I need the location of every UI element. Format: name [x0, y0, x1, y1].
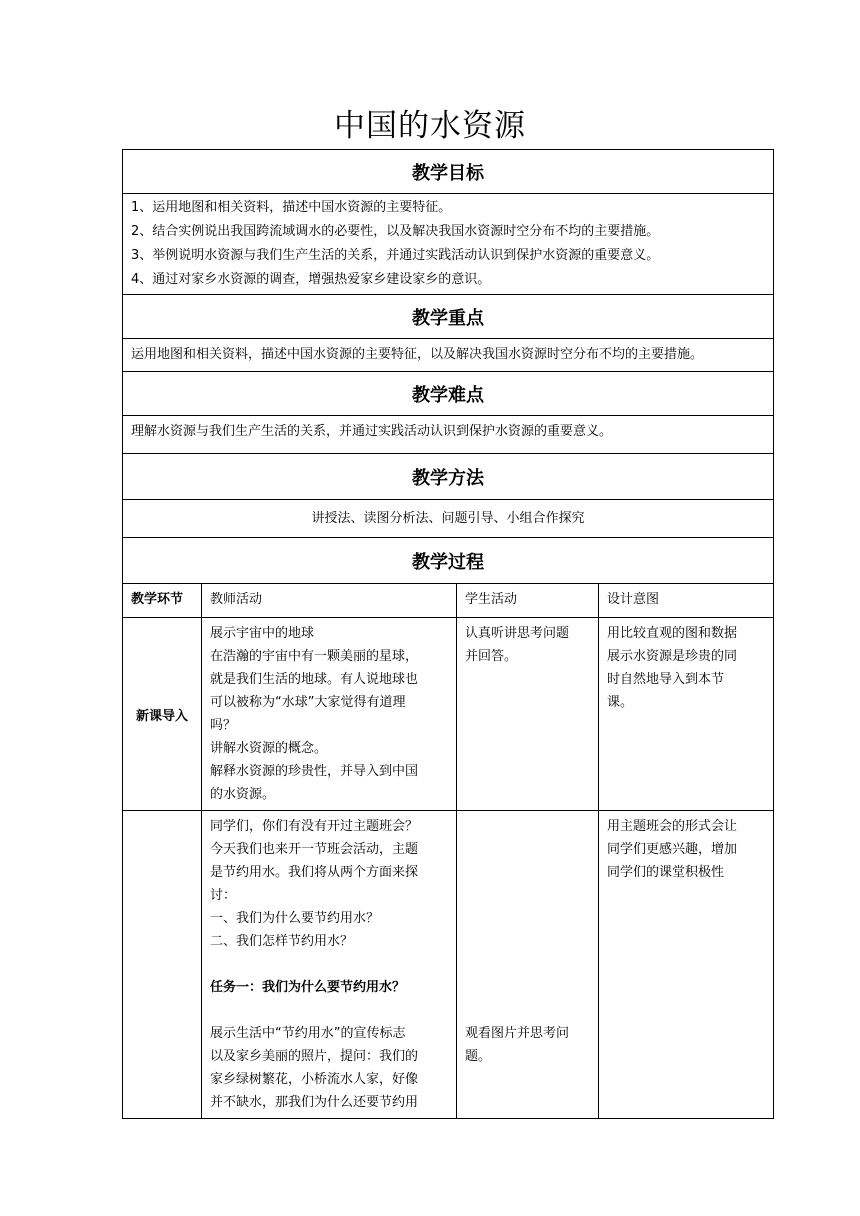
- methods-heading: 教学方法: [123, 454, 774, 500]
- difficulties-heading: 教学难点: [123, 372, 774, 416]
- teacher-line: 讨：: [210, 888, 237, 903]
- process-row-intro: [123, 618, 774, 811]
- process-heading-row: [123, 538, 774, 584]
- teacher-line: 是节约用水。我们将从两个方面来探: [210, 865, 419, 880]
- intent-line: 同学们更感兴趣，增加: [607, 842, 738, 857]
- student-line: 并回答。: [465, 649, 518, 664]
- column-header-teacher: 教师活动: [202, 584, 457, 618]
- student-line: [465, 861, 590, 884]
- teacher-line: 可以被称为“水球”大家觉得有道理: [210, 695, 406, 710]
- key-points-heading-row: [123, 295, 774, 339]
- process-row-task: [123, 811, 774, 1119]
- methods-row: [123, 500, 774, 538]
- intent-line: 同学们的课堂积极性: [607, 865, 725, 880]
- student-line: [465, 953, 590, 976]
- process-heading: 教学过程: [123, 538, 774, 584]
- objectives-list: [123, 194, 774, 295]
- teacher-line: [210, 999, 448, 1022]
- teacher-line: 二、我们怎样节约用水？: [210, 934, 354, 949]
- lesson-plan-table: [122, 149, 774, 1119]
- teacher-line: 的水资源。: [210, 787, 276, 802]
- student-line: [465, 907, 590, 930]
- teacher-line: [210, 953, 448, 976]
- key-points-row: [123, 339, 774, 372]
- page-title: 中国的水资源: [334, 108, 526, 144]
- teacher-line: 吗？: [210, 718, 237, 733]
- objective-item: 4、通过对家乡水资源的调查，增强热爱家乡建设家乡的意识。: [131, 272, 491, 287]
- intent-line: 用比较直观的图和数据: [607, 626, 738, 641]
- student-line: [465, 884, 590, 907]
- intent-line: 时自然地导入到本节: [607, 672, 725, 687]
- stage-label: [123, 811, 202, 1119]
- stage-label: 新课导入: [123, 618, 202, 811]
- intent-line: 课。: [607, 695, 634, 710]
- objectives-heading: 教学目标: [123, 150, 774, 194]
- teacher-line: 讲解水资源的概念。: [210, 741, 328, 756]
- student-line: 题。: [465, 1049, 492, 1064]
- teacher-line: 在浩瀚的宇宙中有一颗美丽的星球，: [210, 649, 419, 664]
- teacher-line: 展示生活中“节约用水”的宣传标志: [210, 1026, 406, 1041]
- objectives-heading-row: [123, 150, 774, 194]
- student-activity-cell: [457, 811, 599, 1119]
- teacher-line: 一、我们为什么要节约用水？: [210, 911, 380, 926]
- student-activity-cell: [457, 618, 599, 811]
- column-header-student: 学生活动: [457, 584, 599, 618]
- design-intent-cell: [599, 811, 774, 1119]
- teacher-line: 以及家乡美丽的照片，提问：我们的: [210, 1049, 419, 1064]
- design-intent-cell: [599, 618, 774, 811]
- difficulties-heading-row: [123, 372, 774, 416]
- process-columns-row: [123, 584, 774, 618]
- intent-line: 用主题班会的形式会让: [607, 819, 738, 834]
- methods-text: 讲授法、读图分析法、问题引导、小组合作探究: [123, 500, 774, 538]
- teacher-line: 展示宇宙中的地球: [210, 626, 315, 641]
- task-heading: 任务一：我们为什么要节约用水？: [210, 980, 406, 995]
- teacher-line: 今天我们也来开一节班会活动，主题: [210, 842, 419, 857]
- teacher-line: 同学们，你们有没有开过主题班会？: [210, 819, 419, 834]
- teacher-activity-cell: [202, 811, 457, 1119]
- student-line: 认真听讲思考问题: [465, 626, 570, 641]
- methods-heading-row: [123, 454, 774, 500]
- difficulties-text: 理解水资源与我们生产生活的关系，并通过实践活动认识到保护水资源的重要意义。: [123, 416, 774, 454]
- key-points-text: 运用地图和相关资料，描述中国水资源的主要特征，以及解决我国水资源时空分布不均的主要措施。: [123, 339, 774, 372]
- key-points-heading: 教学重点: [123, 295, 774, 339]
- teacher-line: 就是我们生活的地球。有人说地球也: [210, 672, 419, 687]
- student-line: [465, 999, 590, 1022]
- teacher-line: 解释水资源的珍贵性，并导入到中国: [210, 764, 419, 779]
- column-header-intent: 设计意图: [599, 584, 774, 618]
- difficulties-row: [123, 416, 774, 454]
- student-line: [465, 815, 590, 838]
- objective-item: 2、结合实例说出我国跨流域调水的必要性，以及解决我国水资源时空分布不均的主要措施。: [131, 224, 660, 239]
- teacher-activity-cell: [202, 618, 457, 811]
- student-line: 观看图片并思考问: [465, 1026, 570, 1041]
- objective-item: 1、运用地图和相关资料，描述中国水资源的主要特征。: [131, 200, 452, 215]
- teacher-line: 家乡绿树繁花，小桥流水人家，好像: [210, 1072, 419, 1087]
- teacher-line: 并不缺水，那我们为什么还要节约用: [210, 1095, 419, 1110]
- student-line: [465, 838, 590, 861]
- student-line: [465, 930, 590, 953]
- objective-item: 3、举例说明水资源与我们生产生活的关系，并通过实践活动认识到保护水资源的重要意义。: [131, 248, 660, 263]
- student-line: [465, 976, 590, 999]
- column-header-stage: 教学环节: [123, 584, 202, 618]
- objectives-row: [123, 194, 774, 295]
- intent-line: 展示水资源是珍贵的同: [607, 649, 738, 664]
